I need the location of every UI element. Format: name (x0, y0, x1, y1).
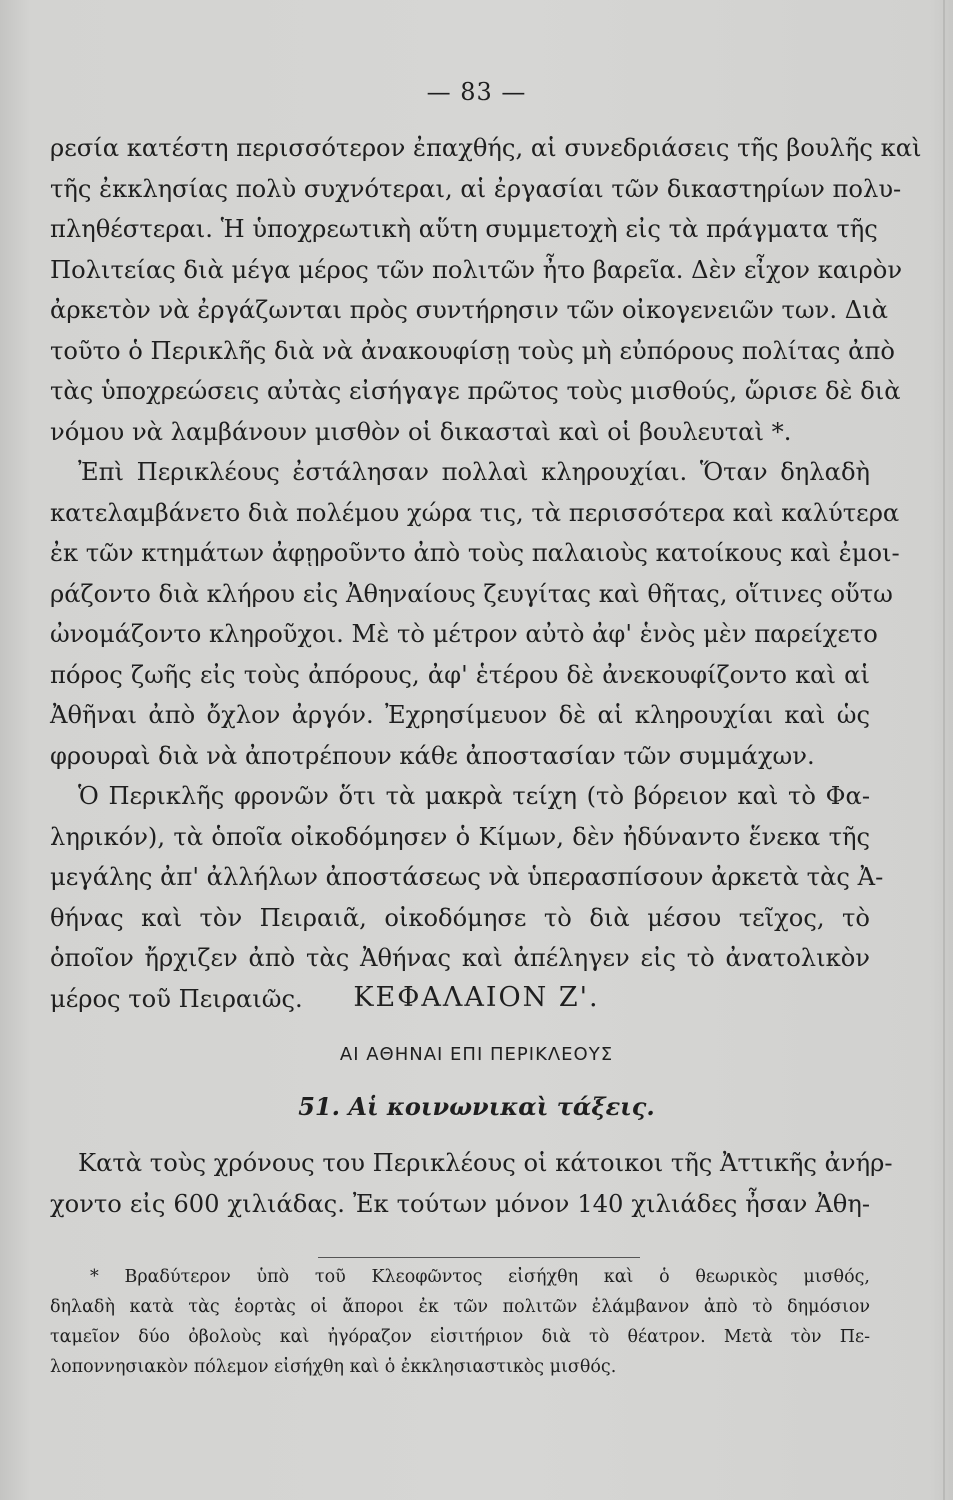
text-line: Ὁ Περικλῆς φρονῶν ὅτι τὰ μακρὰ τείχη (τὸ βόρειον καὶ τὸ Φα- (78, 782, 870, 810)
main-text (50, 128, 922, 1019)
text-line: ράζοντο διὰ κλήρου εἰς Ἀθηναίους ζευγίτας καὶ θῆτας, οἵτινες οὕτω (50, 579, 893, 608)
text-line: ἀρκετὸν νὰ ἐργάζωνται πρὸς συντήρησιν τῶν οἰκογενειῶν των. Διὰ (50, 296, 888, 324)
text-line: ρεσία κατέστη περισσότερον ἐπαχθής, αἱ συνεδριάσεις τῆς βουλῆς καὶ (50, 134, 922, 162)
text-line: ὠνομάζοντο κληροῦχοι. Μὲ τὸ μέτρον αὐτὸ ἀφ' ἑνὸς μὲν παρείχετο (50, 620, 878, 648)
text-line: μέρος τοῦ Πειραιῶς. (50, 984, 303, 1013)
text-line: πόρος ζωῆς εἰς τοὺς ἀπόρους, ἀφ' ἑτέρου δὲ ἀνεκουφίζοντο καὶ αἱ (50, 660, 870, 689)
footnote-line: ταμεῖον δύο ὀβολοὺς καὶ ἠγόραζον εἰσιτήριον διὰ τὸ θέατρον. Μετὰ τὸν Πε- (50, 1327, 870, 1347)
text-line: Κατὰ τοὺς χρόνους του Περικλέους οἱ κάτοικοι τῆς Ἀττικῆς ἀνήρ- (78, 1149, 893, 1177)
section-heading: 51. Αἱ κοινωνικαὶ τάξεις. (298, 1092, 655, 1121)
footnote (50, 1262, 870, 1382)
text-line: κατελαμβάνετο διὰ πολέμου χώρα τις, τὰ περισσότερα καὶ καλύτερα (50, 498, 900, 527)
page-number: — 83 — (426, 78, 527, 106)
text-line: ἐκ τῶν κτημάτων ἀφῃροῦντο ἀπὸ τοὺς παλαιοὺς κατοίκους καὶ ἐμοι- (50, 539, 900, 567)
footnote-line: δηλαδὴ κατὰ τὰς ἑορτὰς οἱ ἄποροι ἐκ τῶν πολιτῶν ἐλάμβανον ἀπὸ τὸ δημόσιον (50, 1297, 870, 1317)
text-line: φρουραὶ διὰ νὰ ἀποτρέπουν κάθε ἀποστασίαν τῶν συμμάχων. (50, 741, 815, 770)
chapter-subtitle: ΑΙ ΑΘΗΝΑΙ ΕΠΙ ΠΕΡΙΚΛΕΟΥΣ (339, 1044, 614, 1065)
footnote-divider (318, 1257, 640, 1258)
text-line: τὰς ὑποχρεώσεις αὐτὰς εἰσήγαγε πρῶτος τοὺς μισθούς, ὥρισε δὲ διὰ (50, 377, 901, 405)
text-line: ὁποῖον ἤρχιζεν ἀπὸ τὰς Ἀθήνας καὶ ἀπέληγεν εἰς τὸ ἀνατολικὸν (50, 944, 870, 972)
text-line: νόμου νὰ λαμβάνουν μισθὸν οἱ δικασταὶ καὶ οἱ βουλευταὶ *. (50, 417, 792, 446)
text-line: θήνας καὶ τὸν Πειραιᾶ, οἰκοδόμησε τὸ διὰ μέσου τεῖχος, τὸ (50, 903, 870, 932)
text-line: μεγάλης ἀπ' ἀλλήλων ἀποστάσεως νὰ ὑπερασπίσουν ἀρκετὰ τὰς Ἀ- (50, 863, 884, 891)
text-line: τῆς ἐκκλησίας πολὺ συχνότεραι, αἱ ἐργασίαι τῶν δικαστηρίων πολυ- (50, 174, 902, 203)
text-line: ληρικόν), τὰ ὁποῖα οἰκοδόμησεν ὁ Κίμων, δὲν ἠδύναντο ἕνεκα τῆς (50, 822, 870, 851)
text-line: χοντο εἰς 600 χιλιάδας. Ἐκ τούτων μόνον 140 χιλιάδες ἦσαν Ἀθη- (50, 1189, 870, 1218)
text-line: Ἀθῆναι ἀπὸ ὄχλον ἀργόν. Ἐχρησίμευον δὲ αἱ κληρουχίαι καὶ ὡς (50, 701, 870, 729)
section-text (50, 1143, 893, 1224)
text-line: Ἐπὶ Περικλέους ἐστάλησαν πολλαὶ κληρουχίαι. Ὅταν δηλαδὴ (78, 458, 870, 486)
text-line: τοῦτο ὁ Περικλῆς διὰ νὰ ἀνακουφίσῃ τοὺς μὴ εὐπόρους πολίτας ἀπὸ (50, 336, 895, 365)
text-line: πληθέστεραι. Ἡ ὑποχρεωτικὴ αὕτη συμμετοχὴ εἰς τὰ πράγματα τῆς (50, 215, 878, 243)
page-edge (943, 0, 945, 1500)
text-line: Πολιτείας διὰ μέγα μέρος τῶν πολιτῶν ἦτο βαρεῖα. Δὲν εἶχον καιρὸν (50, 255, 903, 284)
footnote-line: * Βραδύτερον ὑπὸ τοῦ Κλεοφῶντος εἰσήχθη καὶ ὁ θεωρικὸς μισθός, (90, 1267, 870, 1287)
chapter-title: ΚΕΦΑΛΑΙΟΝ Ζ'. (353, 982, 600, 1013)
footnote-line: λοποννησιακὸν πόλεμον εἰσήχθη καὶ ὁ ἐκκλησιαστικὸς μισθός. (50, 1357, 617, 1377)
